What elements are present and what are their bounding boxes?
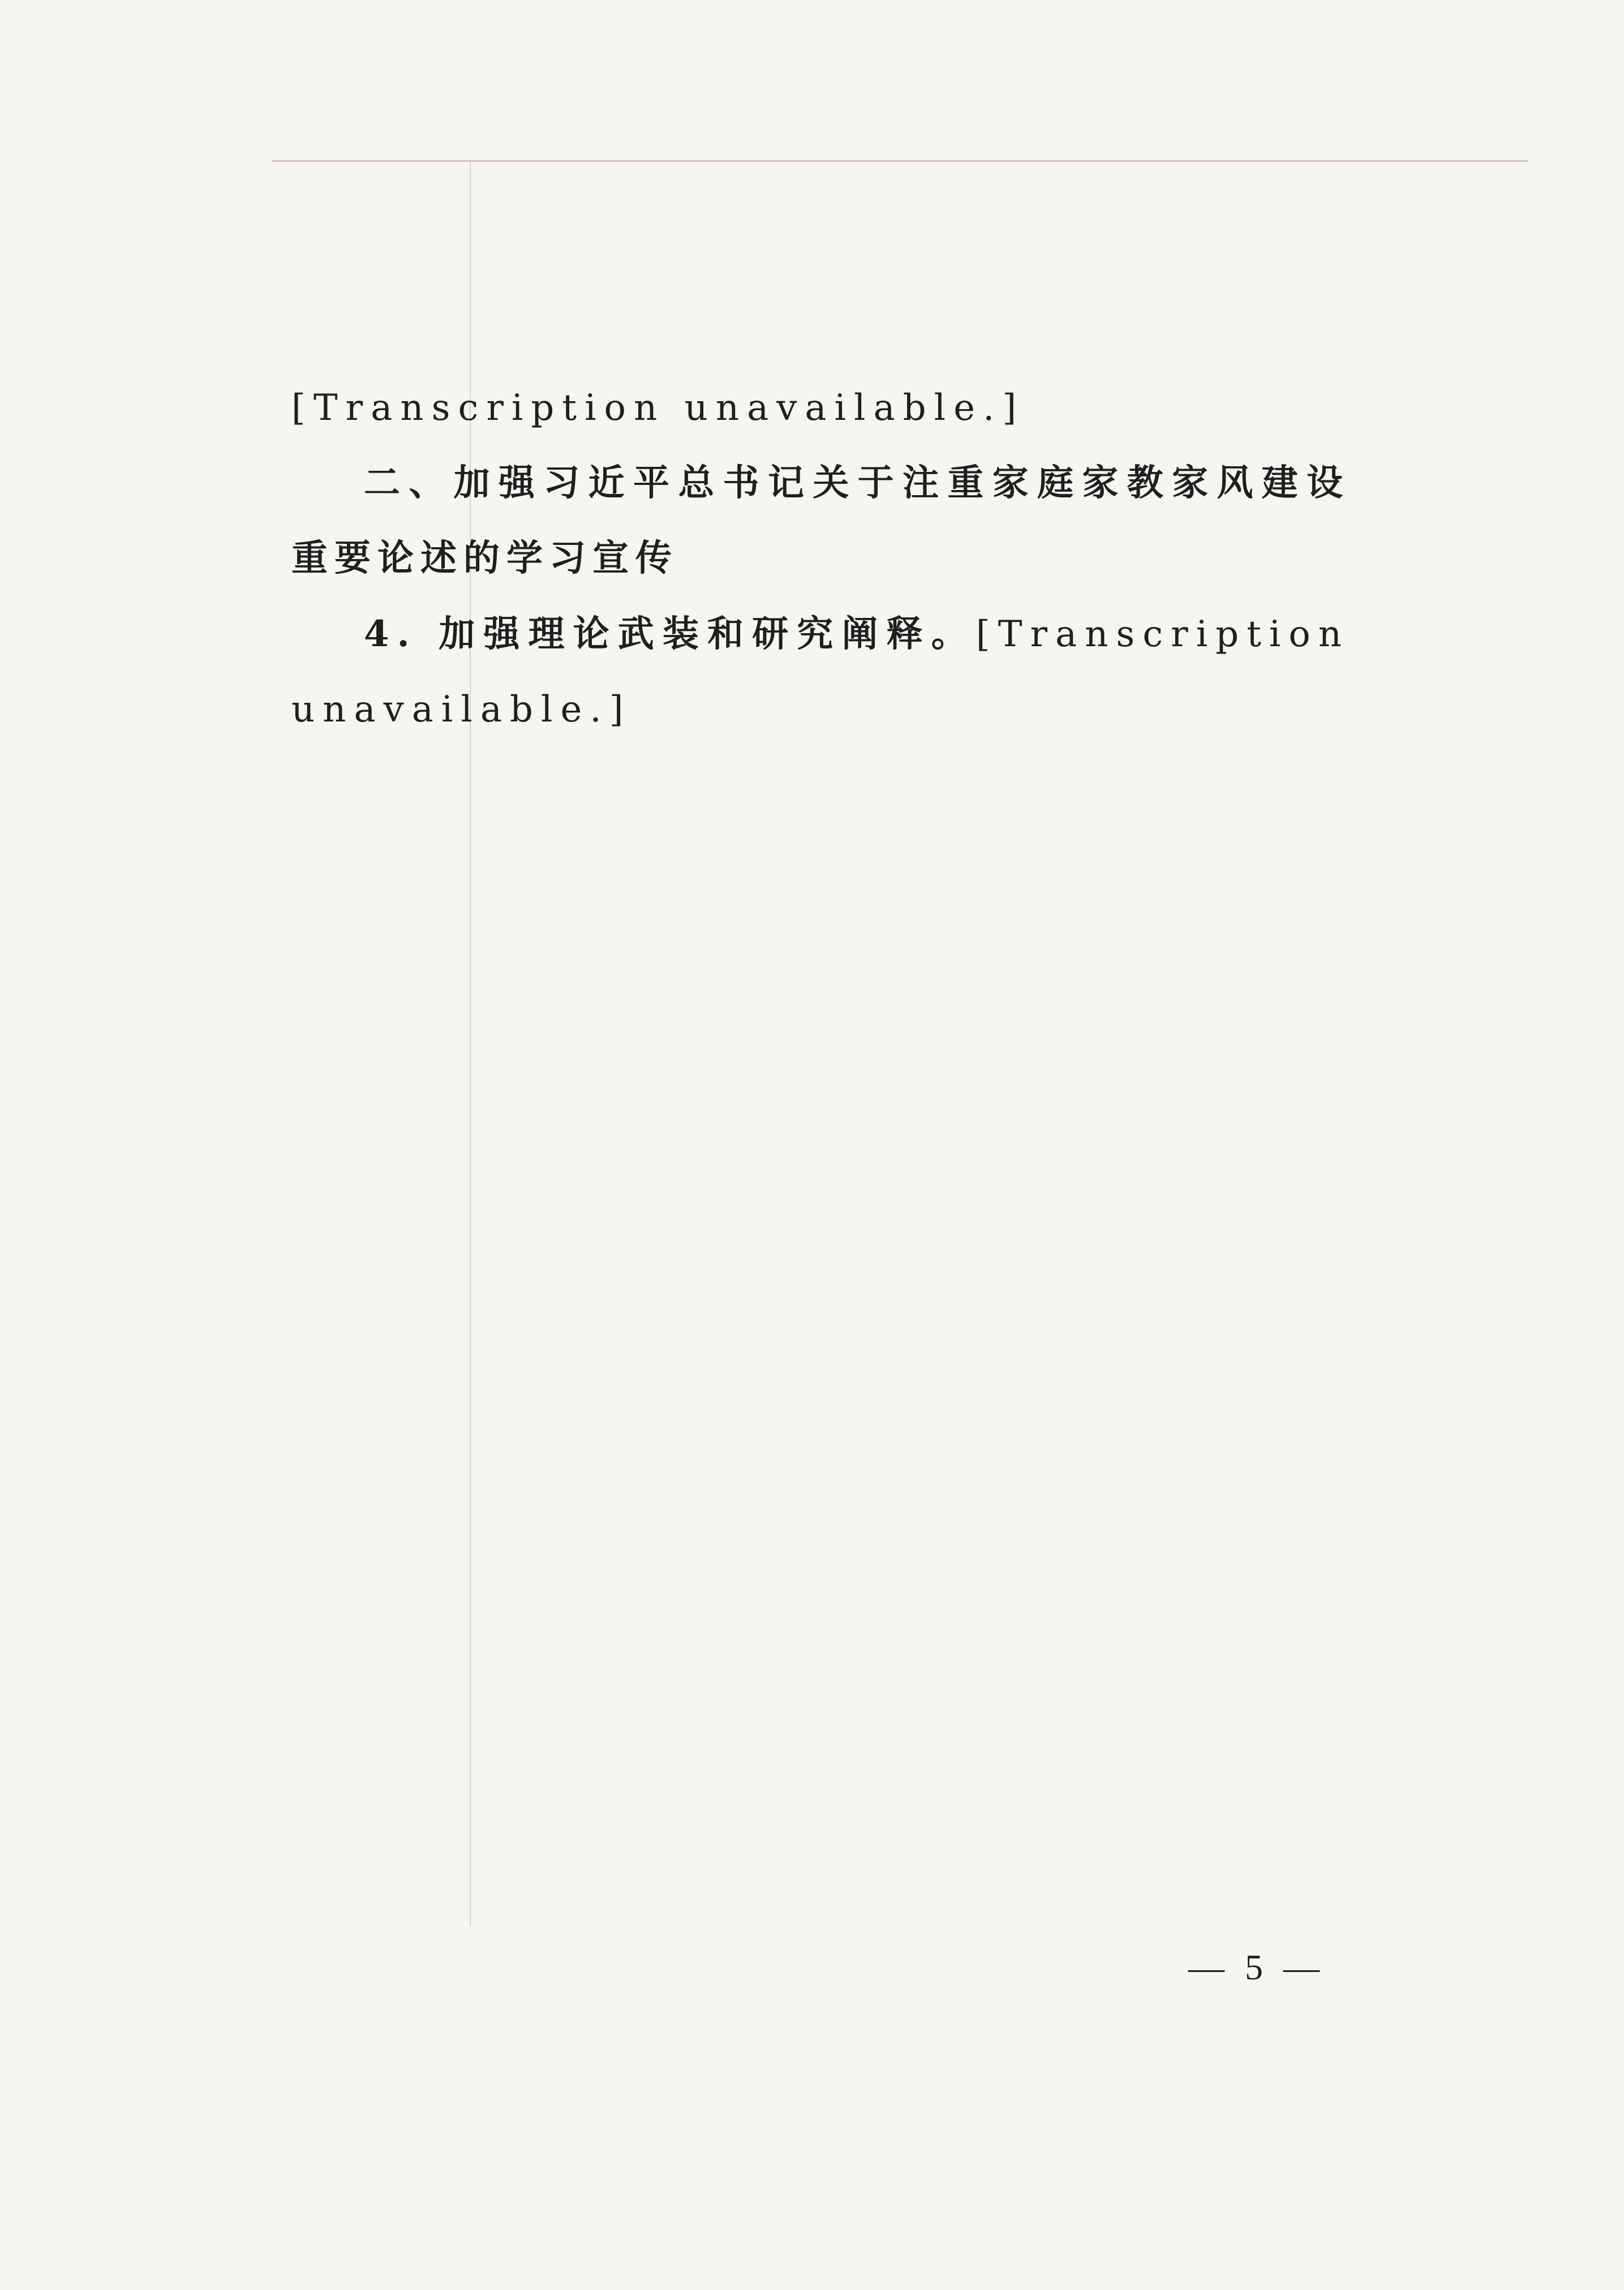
paragraph-continued: [Transcription unavailable.] <box>291 387 1025 429</box>
scan-top-rule <box>272 160 1528 162</box>
item-4-lead: 4. 加强理论武装和研究阐释。 <box>364 613 976 655</box>
section-heading: 二、加强习近平总书记关于注重家庭家教家风建设重要论述的学习宣传 <box>291 462 1350 579</box>
page-number: — 5 — <box>1188 1947 1325 1987</box>
item-4-body: [Transcription unavailable.] <box>291 613 1350 731</box>
document-body <box>291 371 1350 747</box>
item-4-paragraph <box>291 596 1350 747</box>
